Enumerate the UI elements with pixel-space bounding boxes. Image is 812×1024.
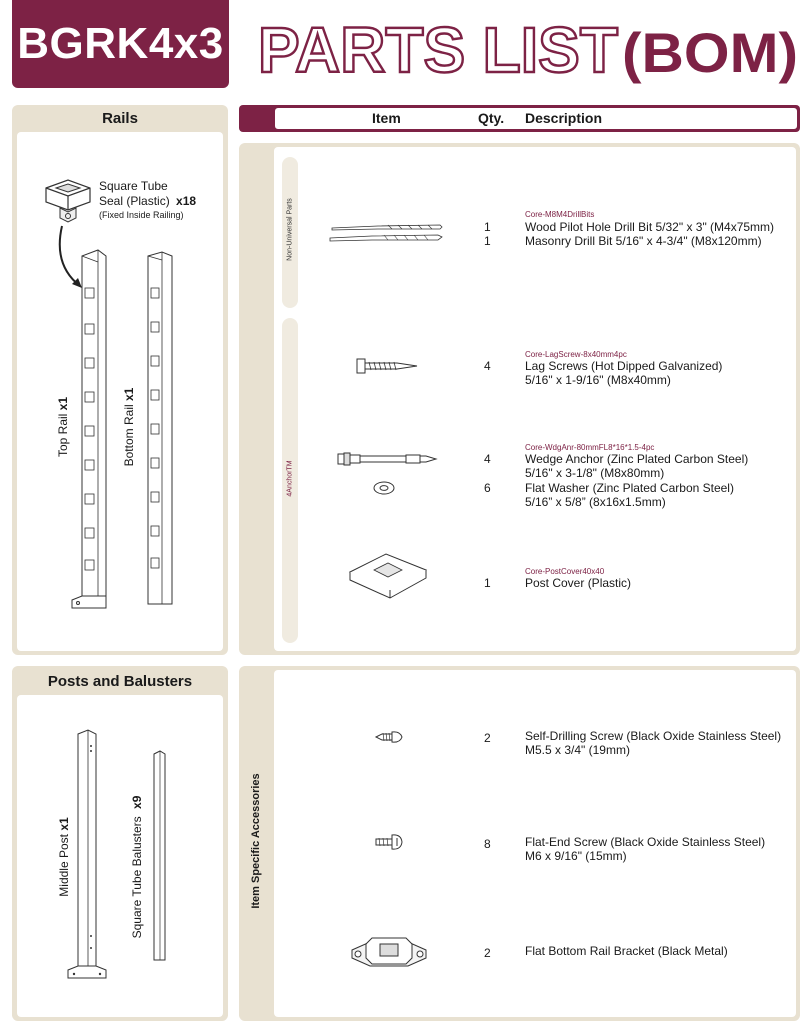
bottom-rail-bracket-icon — [346, 930, 432, 972]
middle-post-qty: x1 — [57, 817, 71, 831]
self-drill-desc-1: Self-Drilling Screw (Black Oxide Stainless Steel) — [525, 729, 782, 743]
bottom-rail-qty: x1 — [122, 387, 136, 401]
cover-qty: 1 — [484, 576, 491, 590]
model-number: BGRK4x3 — [17, 19, 224, 68]
drill-qty-2: 1 — [484, 234, 491, 248]
wedge-qty: 4 — [484, 452, 491, 466]
middle-post-label: Middle Post — [57, 834, 71, 897]
bracket-desc: Flat Bottom Rail Bracket (Black Metal) — [525, 944, 728, 958]
balusters-qty: x9 — [130, 795, 144, 809]
flat-end-screw-icon — [374, 832, 404, 852]
posts-inner — [17, 695, 223, 1017]
wedge-code: Core-WdgAnr-80mmFL8*16*1.5-4pc — [525, 443, 655, 452]
lag-qty: 4 — [484, 359, 491, 373]
title-suffix: (BOM) — [622, 21, 798, 84]
flat-end-qty: 8 — [484, 837, 491, 851]
bottom-rail-label: Bottom Rail — [122, 404, 136, 467]
accessories-label: Item Specific Accessories — [250, 773, 262, 909]
seal-qty: x18 — [176, 194, 197, 208]
lag-screw-icon — [355, 356, 419, 376]
flat-end-desc-1: Flat-End Screw (Black Oxide Stainless Steel) — [525, 835, 766, 849]
drill-qty-1: 1 — [484, 220, 491, 234]
seal-name-line1: Square Tube — [99, 179, 168, 193]
column-item: Item — [372, 110, 401, 126]
wedge-desc-1: Wedge Anchor (Zinc Plated Carbon Steel) — [525, 452, 749, 466]
page-title — [256, 8, 804, 84]
model-badge — [12, 0, 229, 88]
title-outline-text: PARTS LIST — [258, 14, 618, 84]
balusters-label: Square Tube Balusters — [130, 816, 144, 939]
non-universal-label: Non-Universal Parts — [286, 198, 294, 261]
lag-code: Core-LagScrew-8x40mm4pc — [525, 350, 627, 359]
top-rail-label: Top Rail — [56, 413, 70, 458]
drill-desc-1: Wood Pilot Hole Drill Bit 5/32" x 3" (M4x75mm) — [525, 220, 775, 234]
wedge-desc-2: 5/16" x 3-1/8" (M8x80mm) — [525, 466, 665, 480]
bottom-rail-drawing — [142, 250, 178, 608]
self-drilling-screw-icon — [374, 728, 404, 746]
washer-desc-1: Flat Washer (Zinc Plated Carbon Steel) — [525, 481, 734, 495]
top-rail-drawing — [70, 248, 110, 613]
column-description: Description — [525, 110, 603, 126]
self-drill-qty: 2 — [484, 731, 491, 745]
drill-bits-icon — [328, 220, 444, 246]
wedge-anchor-icon — [336, 448, 440, 498]
drill-code: Core-M8M4DrillBits — [525, 210, 595, 219]
baluster-drawing — [150, 748, 168, 964]
anchor-label: 4AnchorTM — [286, 460, 294, 497]
washer-qty: 6 — [484, 481, 491, 495]
column-qty: Qty. — [478, 110, 505, 126]
rails-title: Rails — [102, 110, 138, 127]
lag-desc-2: 5/16" x 1-9/16" (M8x40mm) — [525, 373, 671, 387]
posts-title: Posts and Balusters — [47, 673, 193, 690]
post-cover-icon — [346, 548, 430, 600]
cover-code: Core-PostCover40x40 — [525, 567, 605, 576]
seal-name-line2: Seal (Plastic) — [99, 194, 170, 208]
washer-desc-2: 5/16” x 5/8” (8x16x1.5mm) — [525, 495, 666, 509]
lag-desc-1: Lag Screws (Hot Dipped Galvanized) — [525, 359, 723, 373]
square-tube-seal-icon — [42, 178, 94, 228]
cover-desc: Post Cover (Plastic) — [525, 576, 632, 590]
flat-end-desc-2: M6 x 9/16" (15mm) — [525, 849, 627, 863]
top-rail-qty: x1 — [56, 396, 70, 411]
drill-desc-2: Masonry Drill Bit 5/16" x 4-3/4" (M8x120mm) — [525, 234, 762, 248]
seal-note: (Fixed Inside Railing) — [99, 210, 184, 220]
self-drill-desc-2: M5.5 x 3/4" (19mm) — [525, 743, 630, 757]
bracket-qty: 2 — [484, 946, 491, 960]
